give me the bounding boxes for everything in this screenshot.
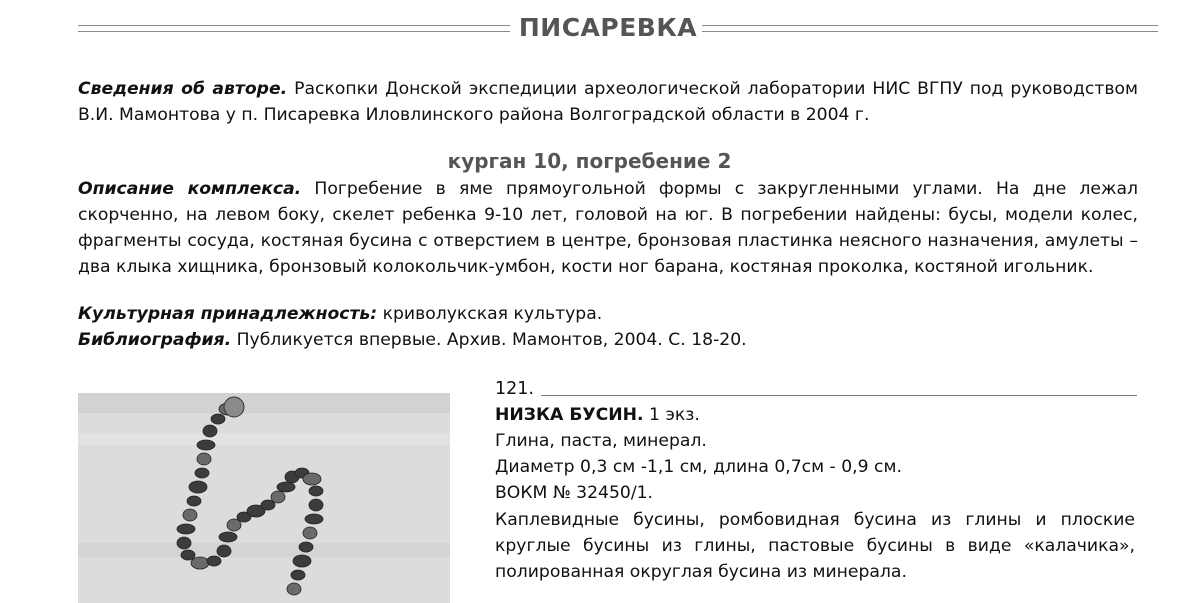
header-rule-right: [702, 25, 1158, 32]
author-info-lead: Сведения об авторе.: [78, 79, 288, 99]
bead: [203, 425, 217, 437]
culture-lead: Культурная принадлежность:: [78, 304, 378, 324]
complex-description-lead: Описание комплекса.: [78, 179, 302, 199]
burial-subtitle: курган 10, погребение 2: [447, 149, 732, 173]
bead: [299, 542, 313, 552]
bead: [271, 491, 285, 503]
catalog-number: 121.: [495, 379, 538, 399]
bead: [217, 545, 231, 557]
item-description: Каплевидные бусины, ромбовидная бусина из глины и плоские круглые бусины из глины, пастовые бусины в виде «калачика», полированная округлая бусина из минерала.: [495, 510, 1135, 582]
bead: [219, 532, 237, 542]
bead: [191, 557, 209, 569]
bead-string-image: [78, 393, 450, 603]
item-inventory: ВОКМ № 32450/1.: [495, 483, 654, 503]
bibliography-lead: Библиография.: [78, 330, 232, 350]
bead: [303, 527, 317, 539]
item-name-line: [495, 402, 700, 428]
bead: [211, 414, 225, 424]
bead: [305, 514, 323, 524]
bead: [291, 570, 305, 580]
bead: [277, 482, 295, 492]
bead: [183, 509, 197, 521]
author-info-paragraph: [78, 76, 1138, 128]
item-dimensions: Диаметр 0,3 см -1,1 см, длина 0,7см - 0,9 см.: [495, 457, 902, 477]
bead: [197, 453, 211, 465]
culture-line: [78, 301, 602, 327]
bead: [177, 524, 195, 534]
item-material: Глина, паста, минерал.: [495, 431, 707, 451]
bead: [189, 481, 207, 493]
bead: [207, 556, 221, 566]
catalog-rule: [541, 395, 1137, 396]
bead: [197, 440, 215, 450]
author-info-text: Раскопки Донской экспедиции археологической лаборатории НИС ВГПУ под руководством В.И. Мамонтова у п. Писаревка Иловлинского района Волгоградской области в 2004 г.: [78, 79, 1138, 125]
page-header: [78, 12, 1158, 46]
bead: [293, 555, 311, 567]
bead: [187, 496, 201, 506]
bead: [177, 537, 191, 549]
complex-description-text: Погребение в яме прямоугольной формы с закругленными углами. На дне лежал скорченно, на левом боку, скелет ребенка 9-10 лет, головой на юг. В погребении найдены: бусы, модели колес, фрагменты сосуда, костяная бусина с отверстием в центре, бронзовая пластинка неясного назначения, амулеты – два клыка хищника, бронзовый колокольчик-умбон, кости ног барана, костяная проколка, костяной игольник.: [78, 179, 1138, 277]
culture-text: криволукская культура.: [377, 304, 603, 324]
bibliography-line: [78, 327, 747, 353]
item-count: 1 экз.: [643, 405, 700, 425]
complex-description-paragraph: [78, 176, 1138, 280]
item-name: НИЗКА БУСИН.: [495, 405, 644, 425]
page-title: ПИСАРЕВКА: [518, 13, 698, 42]
bibliography-text: Публикуется впервые. Архив. Мамонтов, 2004. С. 18-20.: [231, 330, 747, 350]
bead: [309, 486, 323, 496]
catalog-number-row: [495, 376, 1137, 402]
bead: [195, 468, 209, 478]
header-rule-left: [78, 25, 510, 32]
polished-bead: [224, 397, 244, 417]
bead: [309, 499, 323, 511]
bead: [181, 550, 195, 560]
bead-string-photo: [78, 393, 450, 603]
bead: [287, 583, 301, 595]
bead: [303, 473, 321, 485]
